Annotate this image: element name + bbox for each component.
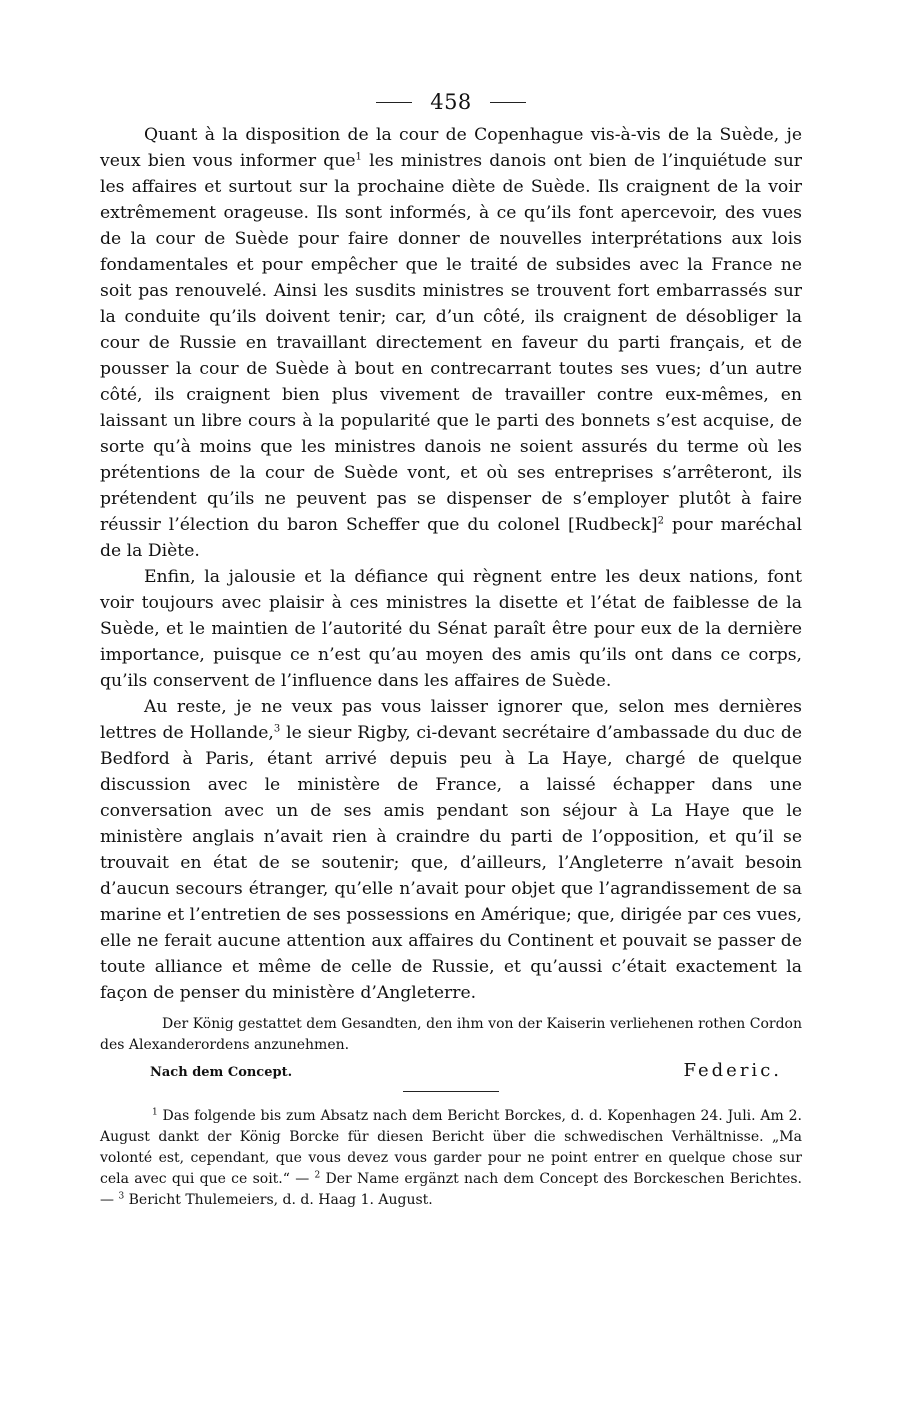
footnote-2-mark: 2: [314, 1170, 321, 1181]
paragraph-2-text: Enfin, la jalousie et la défiance qui règnent entre les deux nations, font voir toujours avec plaisir à ces ministres la disette et l’état de faiblesse de la Suède, et le maintien de l’autorité du Sénat paraît être pour eux de la dernière importance, puisque ce n’est qu’au moyen des amis qu’ils ont dans ce corps, qu’ils conservent de l’influence dans les affaires de Suède.: [100, 567, 802, 691]
page-number-dash-left: [376, 102, 412, 103]
source-note: Nach dem Concept.: [150, 1065, 293, 1080]
footnote-1-mark: 1: [152, 1107, 158, 1118]
footnote-1-text: Das folgende bis zum Absatz nach dem Bericht Borckes, d. d. Kopenhagen 24. Juli. Am 2. August dankt der König Borcke für diesen Bericht über die schwedischen Verhältnisse. „Ma volonté est, cependant, que vous devez vous garder pour ne point entrer en quelque chose sur cela avec qui que ce soit.“ —: [100, 1108, 802, 1187]
signature-row: [100, 1060, 802, 1081]
signature: Federic.: [683, 1060, 782, 1081]
king-note: Der König gestattet dem Gesandten, den ihm von der Kaiserin verliehenen rothen Cordon des Alexanderordens anzunehmen.: [100, 1016, 802, 1053]
paragraph-1-text-c: pour maréchal de la Diète.: [100, 515, 802, 561]
footnote-3-mark: 3: [118, 1191, 125, 1202]
footnote-ref-3: 3: [273, 723, 281, 735]
page-header: [100, 82, 802, 122]
paragraph-1-text-a: Quant à la disposition de la cour de Copenhague vis-à-vis de la Suède, je veux bien vous informer que: [100, 125, 802, 171]
paragraph-3-text-a: Au reste, je ne veux pas vous laisser ignorer que, selon mes dernières lettres de Hollande,: [100, 697, 802, 743]
page-number: 458: [430, 90, 472, 114]
footnote-ref-2: 2: [657, 515, 665, 527]
page-number-dash-right: [490, 102, 526, 103]
paragraph-2: [100, 564, 802, 694]
footnotes: [100, 1106, 802, 1211]
footnote-ref-1: 1: [355, 151, 362, 163]
document-page: [100, 82, 802, 1211]
footnote-2-text: Der Name ergänzt nach dem Concept des Borckeschen Berichtes. —: [100, 1171, 802, 1208]
footnote-3-text: Bericht Thulemeiers, d. d. Haag 1. August.: [124, 1192, 433, 1208]
paragraph-1-text-b: les ministres danois ont bien de l’inquiétude sur les affaires et surtout sur la prochaine diète de Suède. Ils craignent de la voir extrêmement orageuse. Ils sont informés, à ce qu’ils font apercevoir, des vues de la cour de Suède pour faire donner de nouvelles interprétations aux lois fondamentales et pour empêcher que le traité de subsides avec la France ne soit pas renouvelé. Ainsi les susdits ministres se trouvent fort embarrassés sur la conduite qu’ils doivent tenir; car, d’un côté, ils craignent de désobliger la cour de Russie en travaillant directement en faveur du parti français, et de pousser la cour de Suède à bout en contrecarrant toutes ses vues; d’un autre côté, ils craignent bien plus vivement de travailler contre eux-mêmes, en laissant un libre cours à la popularité que le parti des bonnets s’est acquise, de sorte qu’à moins que les ministres danois ne soient assurés du terme où les prétentions de la cour de Suède vont, et où ses entreprises s’arrêteront, ils prétendent qu’ils ne peuvent pas se dispenser de s’employer plutôt à faire réussir l’élection du baron Scheffer que du colonel [Rudbeck]: [100, 151, 802, 535]
paragraph-3-text-b: le sieur Rigby, ci-devant secrétaire d’ambassade du duc de Bedford à Paris, étant arrivé depuis peu à La Haye, chargé de quelque discussion avec le ministère de France, a laissé échapper dans une conversation avec un de ses amis pendant son séjour à La Haye que le ministère anglais n’avait rien à craindre du parti de l’opposition, et qu’il se trouvait en état de se soutenir; que, d’ailleurs, l’Angleterre n’avait besoin d’aucun secours étranger, qu’elle n’avait pour objet que l’agrandissement de sa marine et l’entretien de ses possessions en Amérique; que, dirigée par ces vues, elle ne ferait aucune attention aux affaires du Continent et pouvait se passer de toute alliance et même de celle de Russie, et qu’aussi c’était exactement la façon de penser du ministère d’Angleterre.: [100, 723, 803, 1003]
paragraph-3: [100, 694, 802, 1006]
footnote-divider: [403, 1091, 499, 1092]
paragraph-1: [100, 122, 802, 564]
main-text: [100, 122, 802, 1006]
